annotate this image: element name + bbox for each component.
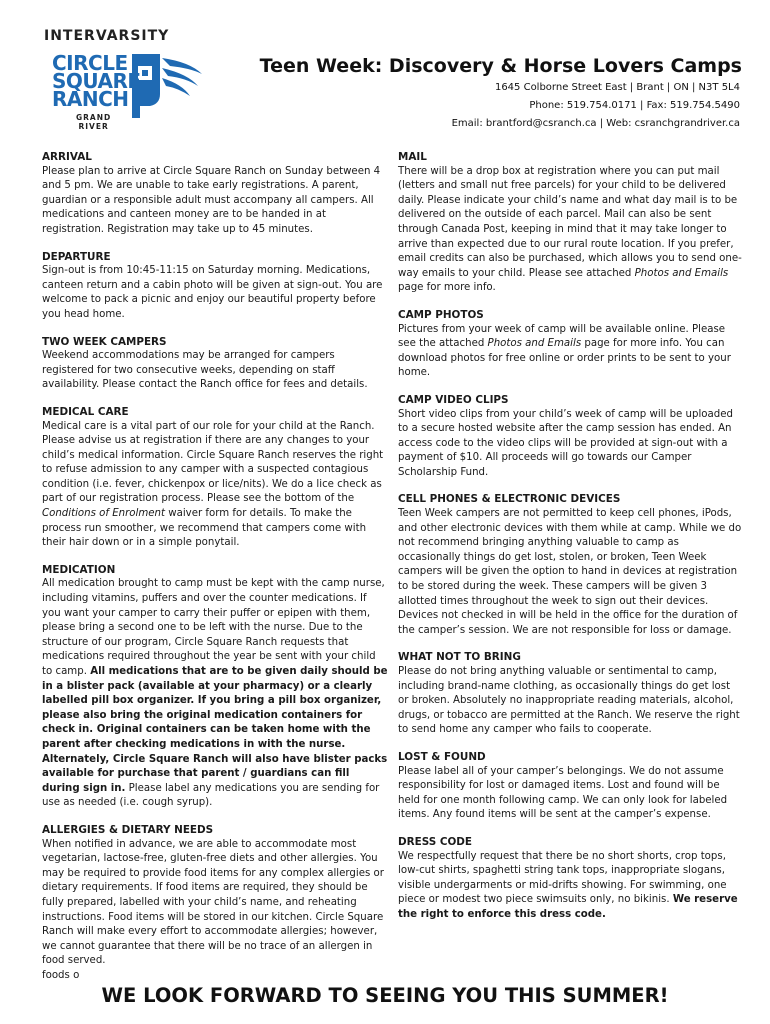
left-column (42, 150, 388, 983)
section-dress-code (398, 835, 743, 923)
section-heading: MEDICATION (42, 563, 116, 576)
intervarsity-logo: INTERVARSITY (44, 28, 170, 44)
section-body: There will be a drop box at registration where you can put mail (letters and small nut free parcels) for your child to be delivered daily. Please indicate your child’s name and what day mail is to be delivered on the outside of each parcel. Mail can also be sent through Canada Post, keeping in mind that it may take longer to arrive than expected due to our rural route location. If you prefer, email credits can also be purchased, which allows you to send one-way emails to your child. Please see attached Photos and Emails page for more info. (398, 165, 742, 294)
section-heading: LOST & FOUND (398, 750, 486, 763)
cutoff-text: foods o (42, 969, 80, 981)
section-lost-and-found (398, 750, 743, 823)
section-body: Weekend accommodations may be arranged for campers registered for two consecutive weeks, depending on staff availability. Please contact the Ranch office for fees and details. (42, 350, 368, 391)
document-header (0, 0, 770, 150)
section-electronic-devices (398, 492, 743, 638)
section-body: Sign-out is from 10:45-11:15 on Saturday morning. Medications, canteen return and a cabin photo will be given at sign-out. You are welcome to pack a picnic and enjoy our beautiful property before you head home. (42, 265, 383, 320)
section-heading: CELL PHONES & ELECTRONIC DEVICES (398, 493, 621, 506)
section-body: Medical care is a vital part of our role for your child at the Ranch. Please advise us at registration if there are any changes to your child’s medical information. Circle Square Ranch reserves the right to refuse admission to any camper with a suspected contagious condition (i.e. fever, chickenpox or lice/nits). We do a lice check as part of our registration process. Please see the bottom of the Conditions of Enrolment waiver form for details. To make the process run smoother, we recommend that campers come with their hair down or in a simple ponytail. (42, 420, 384, 549)
section-heading: WHAT NOT TO BRING (398, 651, 521, 664)
section-heading: ALLERGIES & DIETARY NEEDS (42, 823, 214, 836)
grand-river-label: GRAND RIVER (76, 113, 112, 131)
section-body: All medication brought to camp must be kept with the camp nurse, including vitamins, puffers and over the counter medications. If you want your camper to carry their puffer or epipen with them, please bring a second one to be left with the nurse. Due to the structure of our program, Circle Square Ranch requests that medications required throughout the year be sent with your child to camp. All medications that are to be given daily should be in a blister pack (available at your pharmacy) or a clearly labelled pill box organizer. If you bring a pill box organizer, please also bring the original medication containers for check in. Original containers can be taken home with the parent after checking medications in with the nurse. Alternately, Circle Square Ranch will also have blister packs available for purchase that parent / guardians can fill during sign in. Please label any medications you are sending for use as needed (i.e. cough syrup). (42, 578, 388, 809)
section-body: Teen Week campers are not permitted to keep cell phones, iPods, and other electronic devices with them while at camp. While we do not recommend bringing anything valuable to camp as occasionally things do get lost, stolen, or broken, Teen Week campers will be given the option to hand in devices at registration to be stored during the week. These campers will be given 3 allotted times throughout the week to sign out their devices. Devices not checked in will be held in the office for the duration of the camper’s session. We are not responsible for loss or damage. (398, 508, 742, 636)
section-camp-photos (398, 308, 743, 381)
section-body: Please label all of your camper’s belongings. We do not assume responsibility for lost or damaged items. Lost and found will be held for one month following camp. We can only look for labeled items. Any found items will be sent at the camper’s expense. (398, 765, 728, 821)
section-heading: DEPARTURE (42, 250, 111, 263)
phone-fax-line: Phone: 519.754.0171 | Fax: 519.754.5490 (529, 100, 740, 111)
address-line: 1645 Colborne Street East | Brant | ON | N3T 5L4 (494, 82, 740, 93)
closing-banner: WE LOOK FORWARD TO SEEING YOU THIS SUMMER! (101, 984, 669, 1007)
section-two-week-campers (42, 335, 388, 393)
section-medical-care (42, 405, 388, 551)
section-heading: ARRIVAL (42, 151, 92, 163)
section-allergies (42, 823, 388, 984)
section-camp-video-clips (398, 393, 743, 481)
section-heading: CAMP PHOTOS (398, 308, 484, 321)
section-mail (398, 150, 743, 296)
section-heading: DRESS CODE (398, 835, 473, 848)
email-web-line: Email: brantford@csranch.ca | Web: csranchgrandriver.ca (451, 118, 740, 129)
section-heading: MAIL (398, 151, 427, 163)
section-body: Short video clips from your child’s week of camp will be uploaded to a secure hosted website after the camp session has ended. An access code to the video clips will be provided at sign-out with a payment of $10. All proceeds will go towards our Camper Scholarship Fund. (398, 408, 733, 478)
section-body: Pictures from your week of camp will be available online. Please see the attached Photos and Emails page for more info. You can download photos for free online or order prints to be sent to your home. (398, 323, 731, 379)
document-title: Teen Week: Discovery & Horse Lovers Camps (259, 55, 742, 77)
section-medication (42, 563, 388, 811)
section-heading: TWO WEEK CAMPERS (42, 335, 167, 348)
section-what-not-to-bring (398, 650, 743, 738)
section-arrival (42, 150, 388, 238)
section-body: We respectfully request that there be no short shorts, crop tops, low-cut shirts, spaghetti string tank tops, inappropriate slogans, visible undergarments or mid-drifts showing. For swimming, one piece or modest two piece swimsuits only, no bikinis. We reserve the right to enforce this dress code. (398, 850, 738, 920)
section-departure (42, 250, 388, 323)
section-heading: MEDICAL CARE (42, 405, 129, 418)
section-body: Please do not bring anything valuable or sentimental to camp, including brand-name clothing, as occasionally things do get lost or broken. Absolutely no inappropriate reading materials, alcohol, drugs, or tobacco are permitted at the Ranch. We reserve the right to send home any camper who fails to cooperate. (398, 666, 740, 736)
right-column (398, 150, 743, 935)
ranch-logo-text: CIRCLE SQUARE RANCH (52, 51, 141, 111)
section-body: When notified in advance, we are able to accommodate most vegetarian, lactose-free, gluten-free diets and other allergies. You may be required to provide food items for any complex allergies or dietary requirements. If food items are required, they should be fully prepared, labelled with your child’s name, and reheating instructions. Food items will be stored in our kitchen. Circle Square Ranch will make every effort to accommodate allergies; however, we cannot guarantee that there will be no trace of an allergen in food served. (42, 838, 384, 967)
section-body: Please plan to arrive at Circle Square Ranch on Sunday between 4 and 5 pm. We are unable to take early registrations. A parent, guardian or a responsible adult must accompany all campers. All medications and canteen money are to be handed in at registration. Registration may take up to 45 minutes. (42, 165, 381, 235)
section-heading: CAMP VIDEO CLIPS (398, 393, 509, 406)
